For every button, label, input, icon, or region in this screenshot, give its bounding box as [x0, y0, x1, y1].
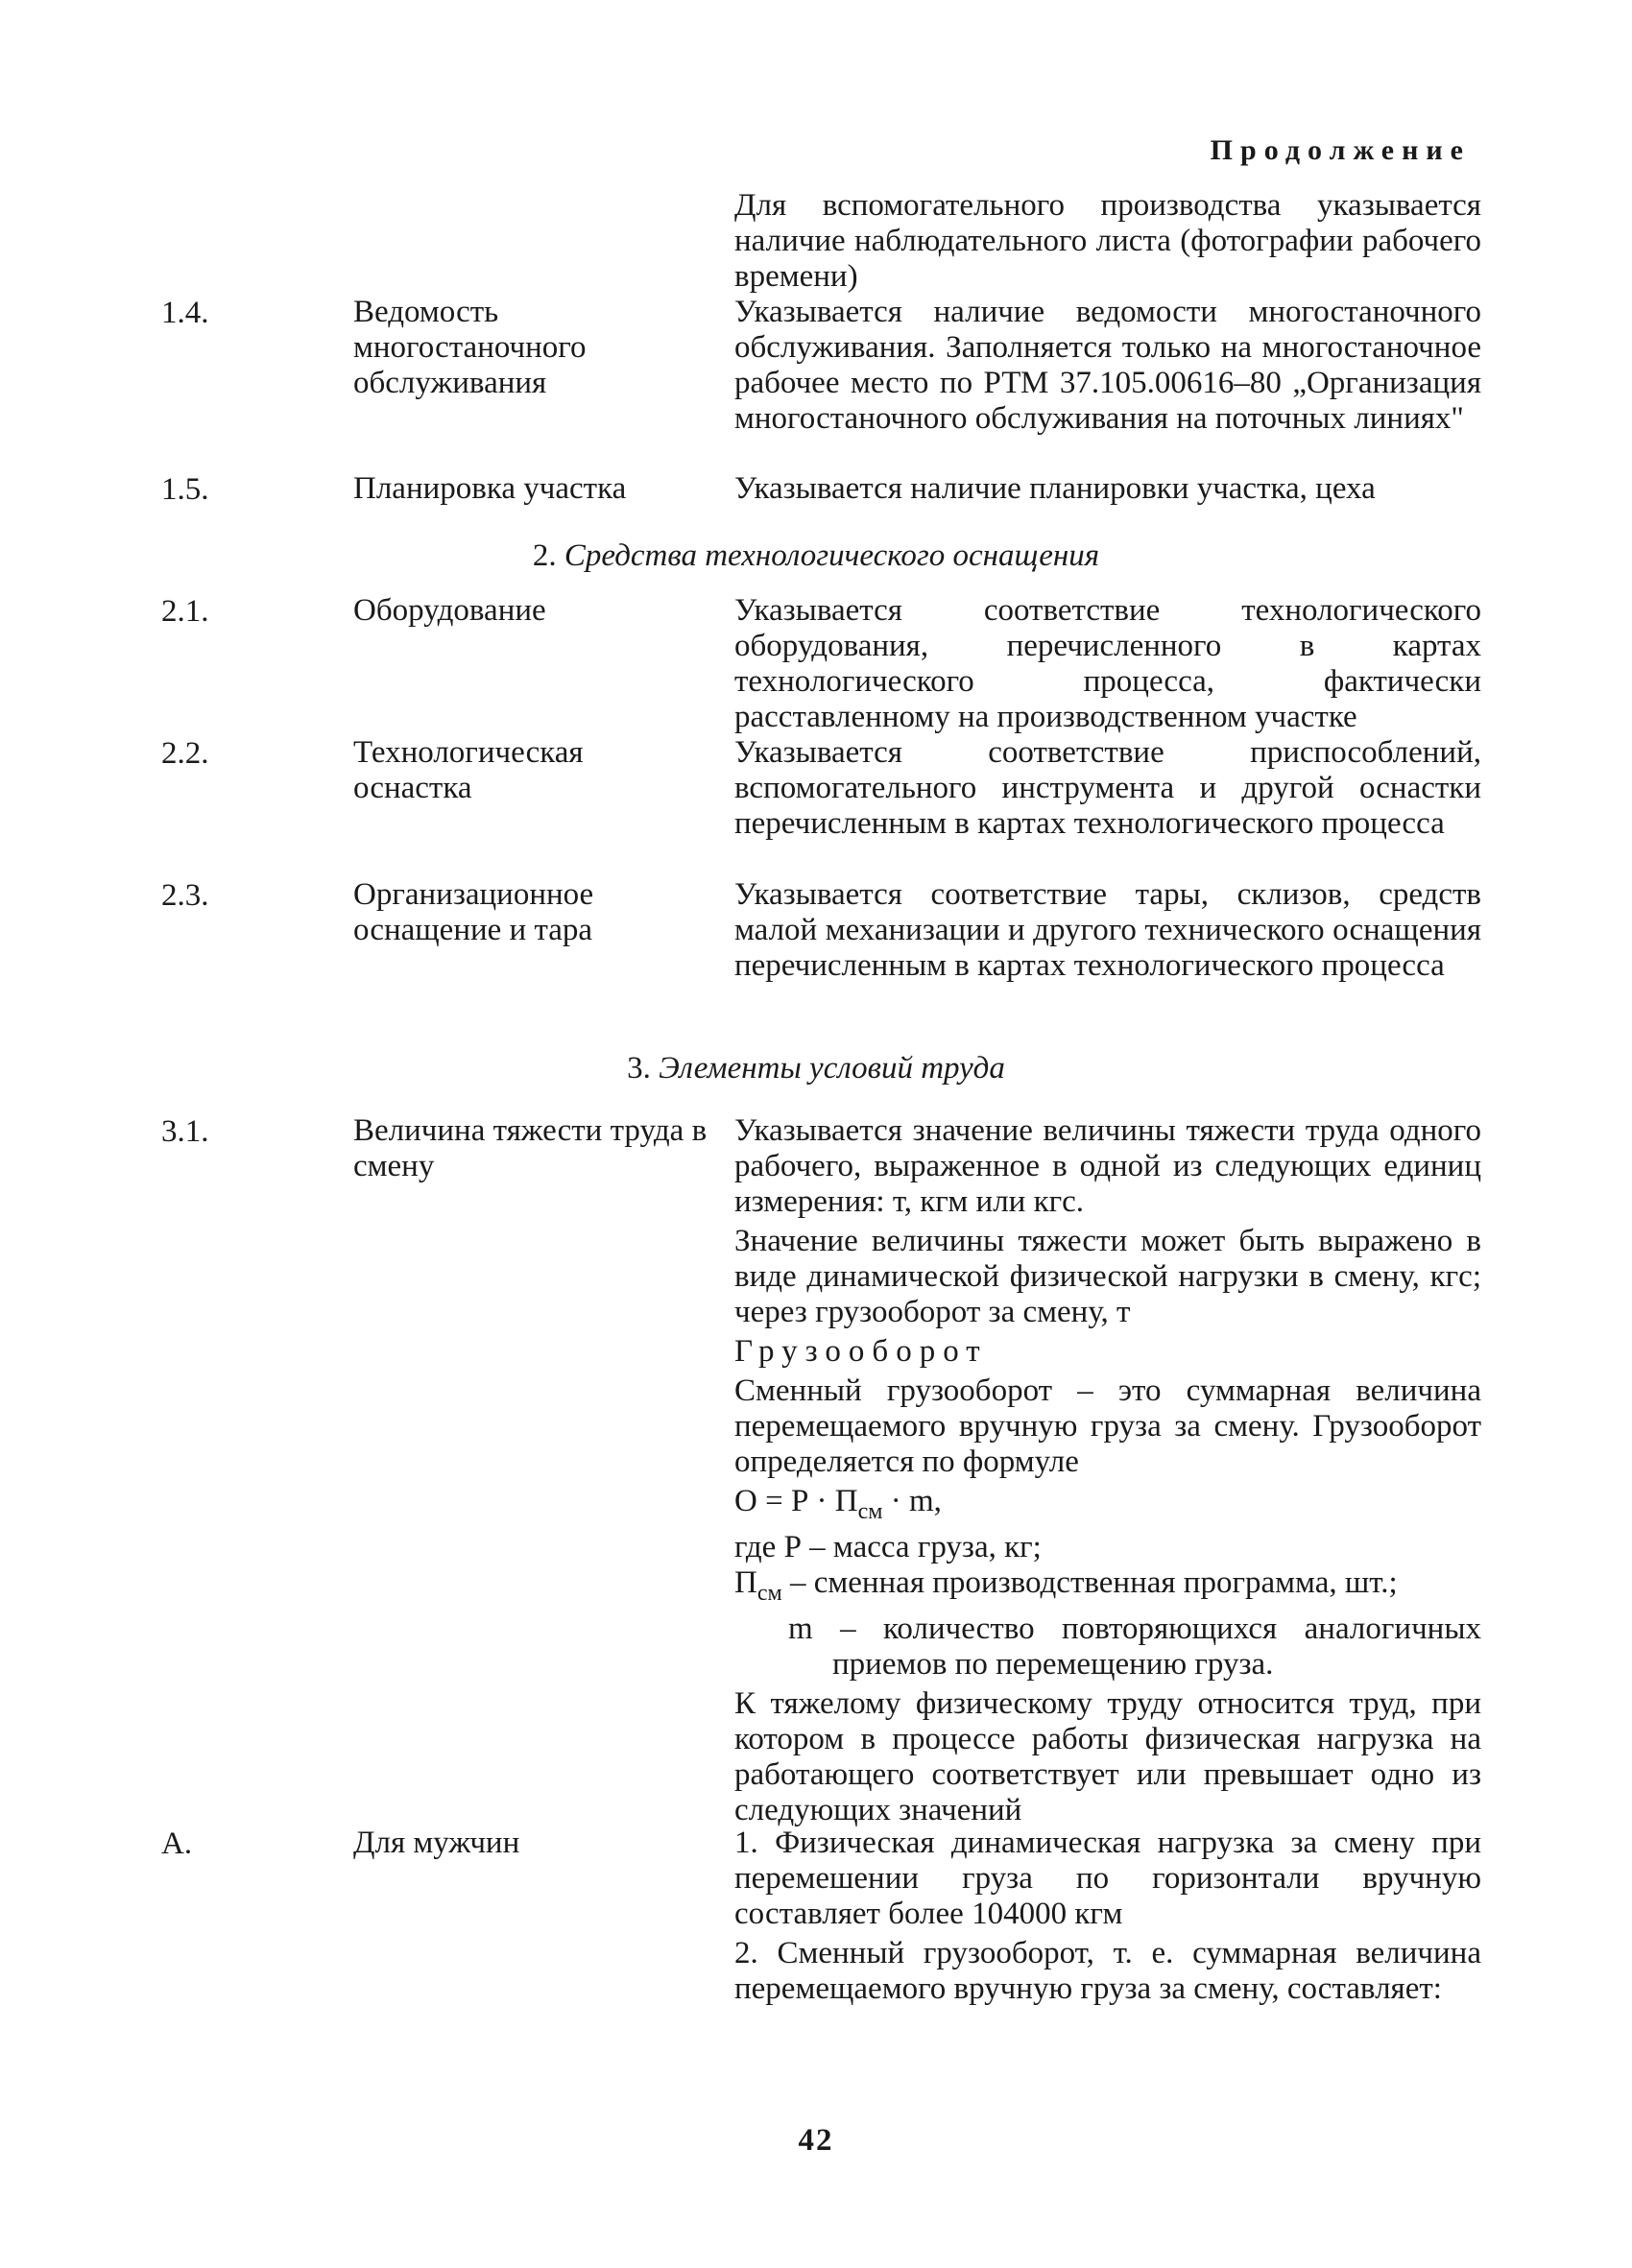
row-description: Указывается наличие планировки участка, цеха [734, 471, 1376, 506]
row-label: Оборудование [353, 593, 546, 628]
formula-where-m: m – количество повторяющихся аналогичных приемов по перемещению груза. [788, 1611, 1481, 1682]
row-label: Ведомость многостаночного обслуживания [353, 295, 587, 400]
row-description: Указывается наличие ведомости многостаночного обслуживания. Заполняется только на многостаночное рабочее место по РТМ 37.105.00616–80 „Организация многостаночного обслуживания на поточных линиях" [734, 295, 1481, 436]
continued-label: Продолжение [1210, 134, 1471, 166]
row-description: Указывается соответствие приспособлений, вспомогательного инструмента и другой оснастки перечисленным в картах технологического процесса [734, 735, 1481, 841]
section-number: 3. [627, 1051, 651, 1086]
row-description: Указывается значение величины тяжести труда одного рабочего, выраженное в одной из следующих единиц измерения: т, кгм или кгс. Значение величины тяжести может быть выражено в виде динамической физической нагрузки в смену, кгс; через грузооборот за смену, т Грузооборот Сменный грузооборот – это суммарная величина перемещаемого вручную груза за смену. Грузооборот определяется по формуле $О = Р \cdot П_{см} \cdot m$, где Р – масса груза, кг; $П_{см}$ – сменная производственная программа, шт.; m – количество повторяющихся аналогичных приемов по перемещению груза. К тяжелому физическому труду относится труд, при котором в процессе работы физическая нагрузка на работающего соответствует или превышает одно из следующих значений [734, 1113, 1481, 1827]
row-number: 1.5. [161, 472, 209, 507]
section-number: 2. [532, 538, 557, 573]
row-label: Технологическая оснастка [353, 735, 584, 805]
page-number: 42 [798, 2123, 834, 2158]
row-label: Величина тяжести труда в смену [353, 1113, 708, 1183]
row-description: 1. Физическая динамическая нагрузка за смену при перемешении груза по горизонтали вручную составляет более 104000 кгм 2. Сменный грузооборот, т. е. суммарная величина перемещаемого вручную груза за смену, составляет: [734, 1826, 1481, 2006]
row-description: Указывается соответствие технологического оборудования, перечисленного в картах технологического процесса, фактически расставленному на производственном участке [734, 593, 1481, 734]
section-title: Средства технологического оснащения [564, 538, 1100, 573]
row-description: Для вспомогательного производства указывается наличие наблюдательного листа (фотографии рабочего времени) [734, 188, 1481, 294]
section-heading-2 [0, 537, 1632, 574]
formula-where-pcm: $П_{см}$ – сменная производственная программа, шт.; [734, 1565, 1398, 1606]
row-number: 2.2. [161, 736, 209, 771]
row-label: Планировка участка [353, 471, 627, 506]
row-number: 3.1. [161, 1114, 209, 1149]
section-heading-3 [0, 1050, 1632, 1086]
row-number: А. [161, 1826, 193, 1861]
subheading-turnover: Грузооборот [734, 1334, 988, 1369]
row-description: Указывается соответствие тары, склизов, средств малой механизации и другого технического оснащения перечисленным в картах технологического процесса [734, 877, 1481, 983]
row-label: Для мужчин [353, 1826, 520, 1860]
formula-where-p: где Р – масса груза, кг; [734, 1530, 1042, 1564]
row-number: 2.3. [161, 878, 209, 913]
row-label: Организационное оснащение и тара [353, 877, 594, 947]
turnover-formula: $О = Р \cdot П_{см} \cdot m$, [734, 1484, 942, 1524]
row-number: 1.4. [161, 296, 209, 330]
row-number: 2.1. [161, 594, 209, 629]
section-title: Элементы условий труда [659, 1051, 1005, 1086]
